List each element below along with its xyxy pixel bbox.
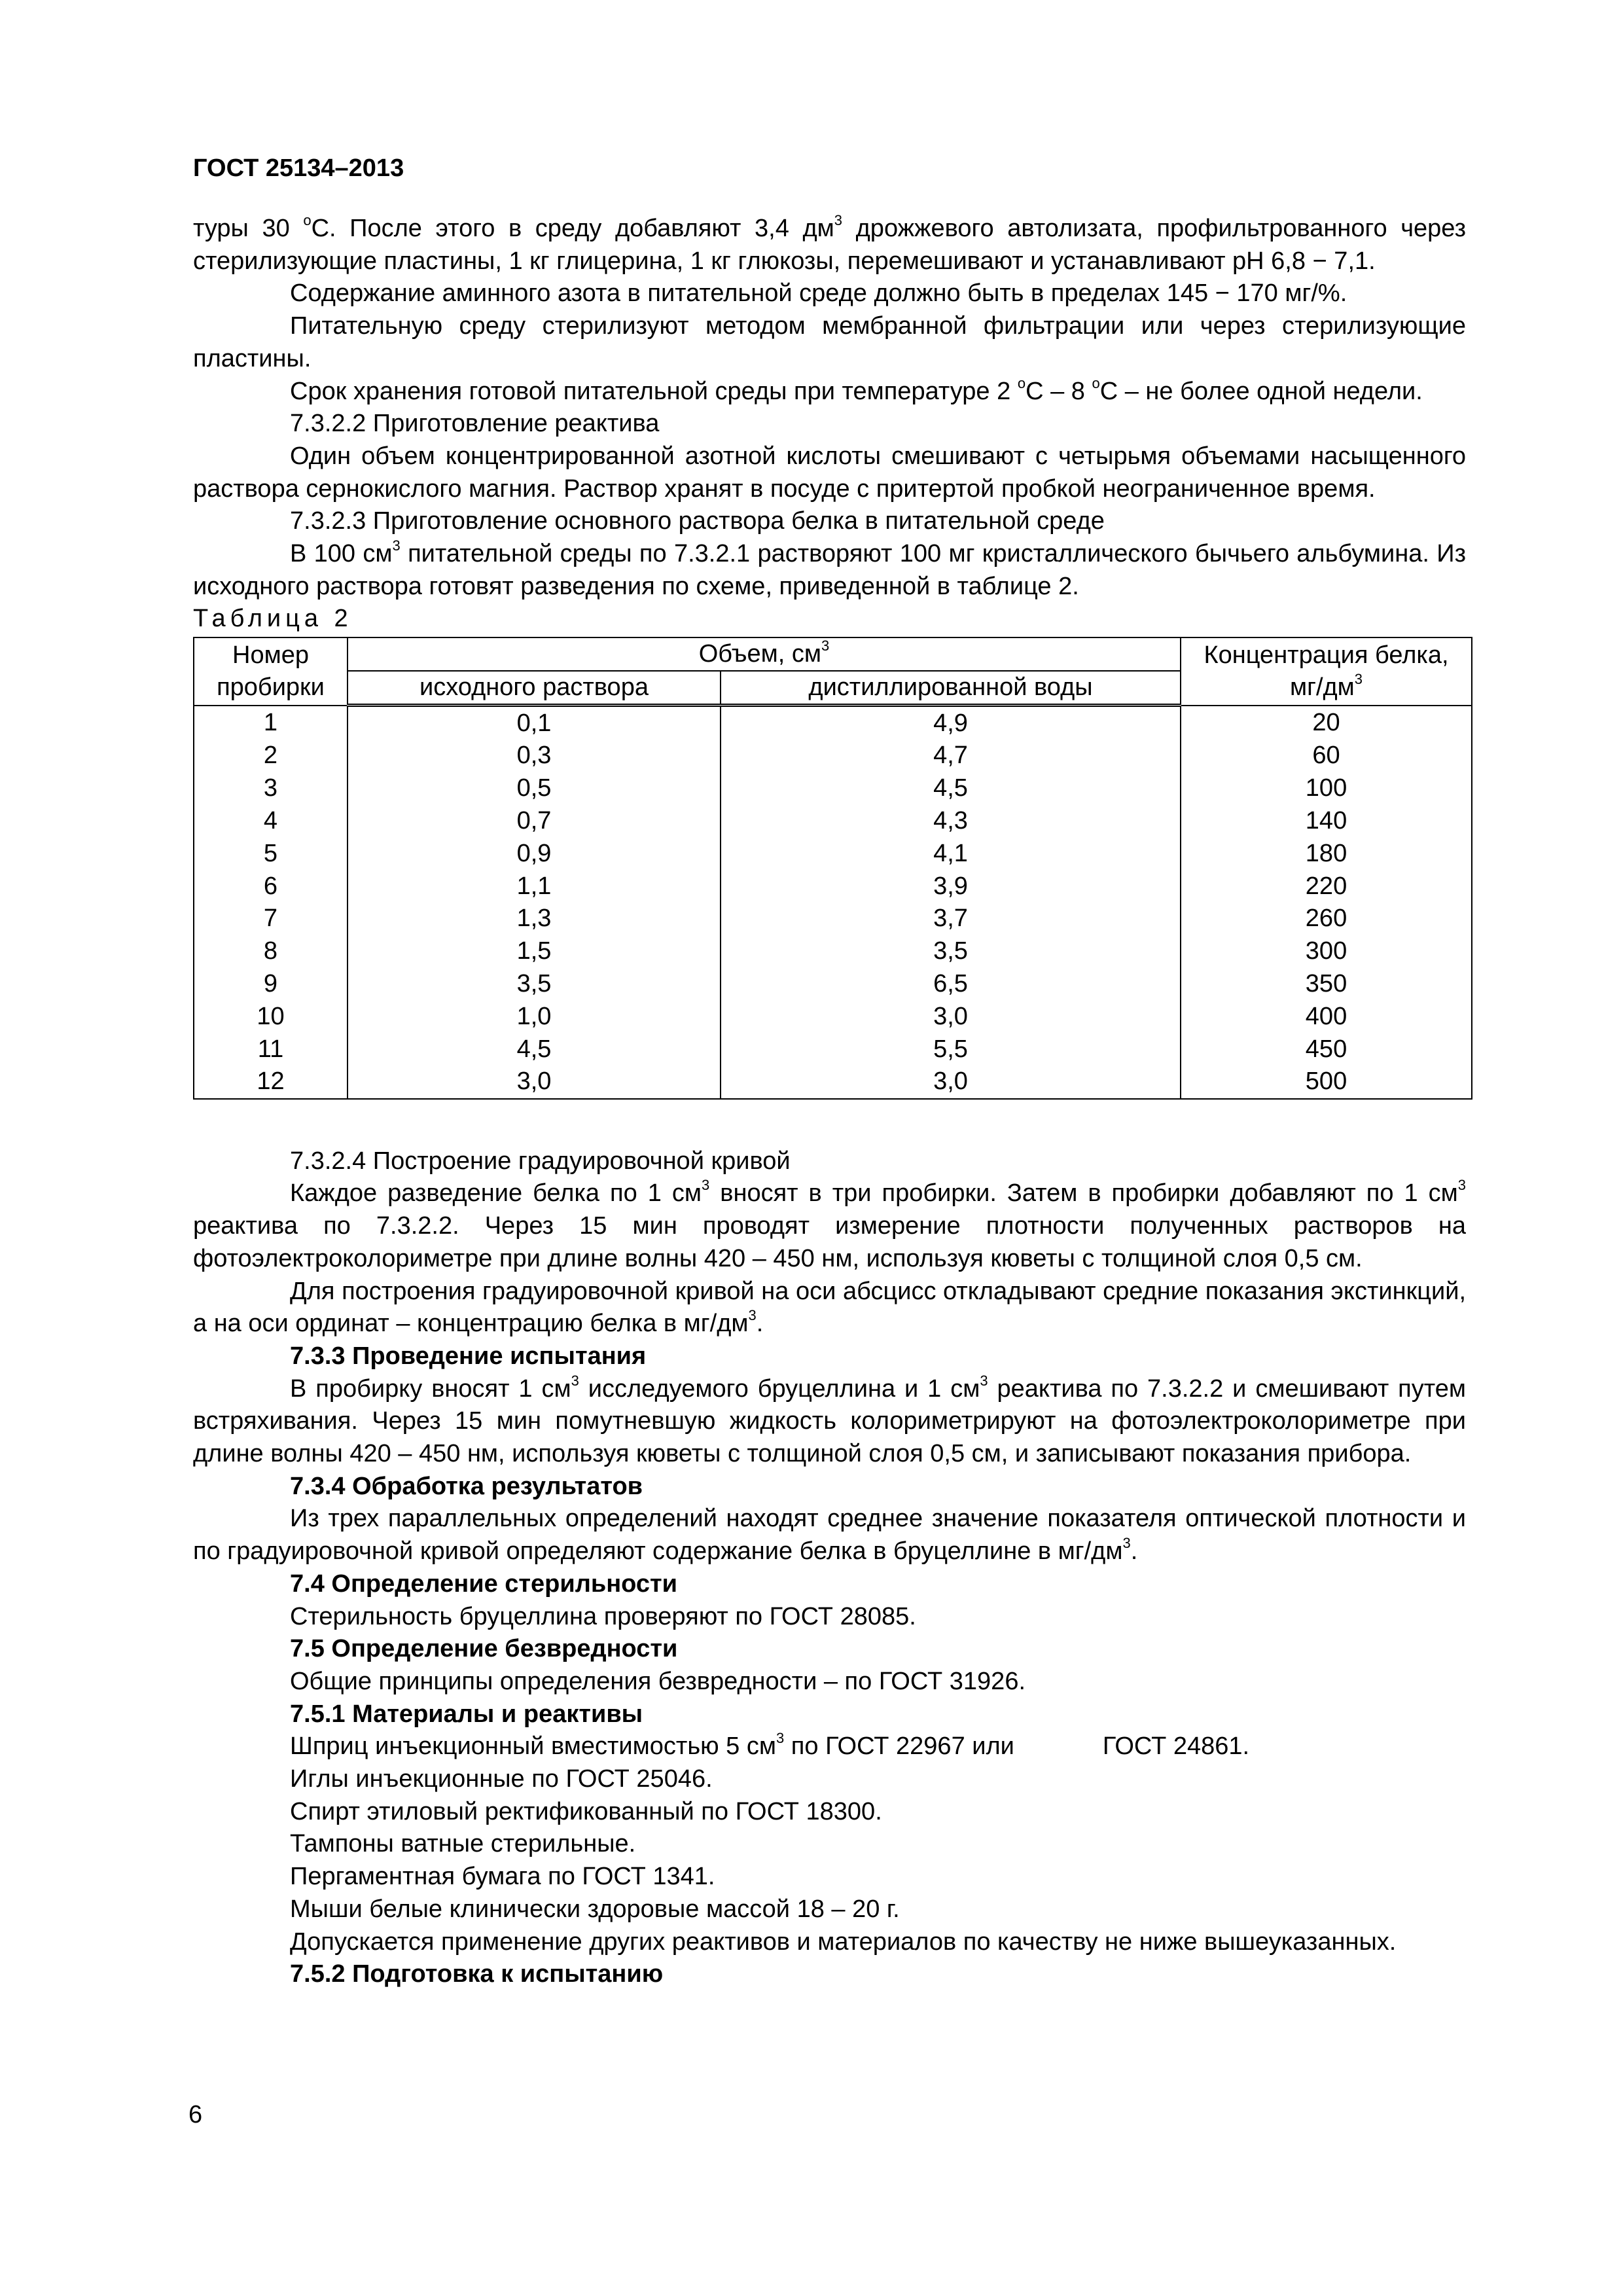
table-cell: 3,9	[721, 870, 1181, 903]
page-number: 6	[188, 2101, 203, 2128]
table-cell: 3,0	[721, 1066, 1181, 1099]
table-cell: 4	[194, 805, 348, 838]
table-cell: 0,7	[348, 805, 721, 838]
paragraph: Содержание аминного азота в питательной среде должно быть в пределах 145 − 170 мг/%.	[290, 279, 1347, 308]
header-concentration: Концентрация белка, $мг/дм^3$	[1181, 637, 1472, 706]
table-row	[194, 870, 1472, 903]
table-cell: 500	[1181, 1066, 1472, 1099]
paragraph: Каждое разведение белка по 1 $см^3$ вносят в три пробирки. Затем в пробирки добавляют по 1 $см^3$ реактива по 7.3.2.2. Через 15 мин проводят измерение плотности полученных растворов на фотоэлектроколориметре при длине волны 420 – 450 нм, используя кюветы с толщиной слоя 0,5 см.	[193, 1177, 1467, 1272]
table-cell: 5	[194, 837, 348, 870]
table-row	[194, 805, 1472, 838]
paragraph: Питательную среду стерилизуют методом мембранной фильтрации или через стерилизующие пластины.	[193, 312, 1466, 372]
table-cell: 0,1	[348, 706, 721, 740]
list-item: Шприц инъекционный вместимостью 5 $см^3$ по ГОСТ 22967 или ГОСТ 24861.	[290, 1730, 1250, 1761]
section-heading: 7.3.3 Проведение испытания	[290, 1342, 647, 1370]
paragraph: Из трех параллельных определений находят среднее значение показателя оптической плотности и по градуировочной кривой определяют содержание белка в бруцеллине в $мг/дм^3$.	[193, 1505, 1466, 1566]
header-source: исходного раствора	[348, 671, 721, 706]
table-cell: 4,5	[721, 772, 1181, 805]
table-row	[194, 772, 1472, 805]
table-cell: 6,5	[721, 968, 1181, 1001]
paragraph: Один объем концентрированной азотной кислоты смешивают с четырьмя объемами насыщенного раствора сернокислого магния. Раствор хранят в посуде с притертой пробкой неограниченное время.	[193, 442, 1466, 503]
table-cell: 1,0	[348, 1000, 721, 1033]
table-cell: 0,9	[348, 837, 721, 870]
table-cell: 12	[194, 1066, 348, 1099]
table-cell: 300	[1181, 935, 1472, 968]
table-cell: 4,3	[721, 805, 1181, 838]
table-caption: Таблица 2	[193, 605, 353, 633]
table-cell: 3,0	[348, 1066, 721, 1099]
table-cell: 3,7	[721, 903, 1181, 935]
table-cell: 350	[1181, 968, 1472, 1001]
section-heading: 7.4 Определение стерильности	[290, 1570, 677, 1598]
section-heading: 7.3.2.4 Построение градуировочной кривой	[290, 1147, 791, 1175]
table-cell: 4,9	[721, 706, 1181, 740]
header-water: дистиллированной воды	[721, 671, 1181, 706]
table-row	[194, 1066, 1472, 1099]
section-heading: 7.3.2.2 Приготовление реактива	[290, 410, 660, 438]
table-cell: 140	[1181, 805, 1472, 838]
table-cell: 6	[194, 870, 348, 903]
list-item: Иглы инъекционные по ГОСТ 25046.	[290, 1765, 713, 1793]
table-cell: 180	[1181, 837, 1472, 870]
table-cell: 60	[1181, 740, 1472, 772]
paragraph: В 100 $см^3$ питательной среды по 7.3.2.1 растворяют 100 мг кристаллического бычьего альбумина. Из исходного раствора готовят разведения по схеме, приведенной в таблице 2.	[193, 537, 1466, 600]
table-cell: 450	[1181, 1033, 1472, 1066]
table-cell: 4,5	[348, 1033, 721, 1066]
table-row	[194, 740, 1472, 772]
list-item: Спирт этиловый ректификованный по ГОСТ 18300.	[290, 1797, 882, 1825]
paragraph: Общие принципы определения безвредности – по ГОСТ 31926.	[290, 1667, 1026, 1695]
table-row	[194, 1000, 1472, 1033]
table-cell: 220	[1181, 870, 1472, 903]
table-cell: 1	[194, 706, 348, 740]
table-cell: 1,5	[348, 935, 721, 968]
section-heading: 7.5.1 Материалы и реактивы	[290, 1700, 643, 1728]
list-item: Мыши белые клинически здоровые массой 18 – 20 г.	[290, 1895, 900, 1923]
section-heading: 7.5 Определение безвредности	[290, 1635, 678, 1663]
table-cell: 2	[194, 740, 348, 772]
section-heading: 7.5.2 Подготовка к испытанию	[290, 1960, 664, 1988]
dilution-table	[193, 637, 1472, 1100]
table-cell: 11	[194, 1033, 348, 1066]
table-cell: 3,5	[721, 935, 1181, 968]
table-row	[194, 706, 1472, 740]
table-cell: 400	[1181, 1000, 1472, 1033]
table-cell: 100	[1181, 772, 1472, 805]
table-cell: 0,5	[348, 772, 721, 805]
document-header: ГОСТ 25134–2013	[193, 154, 404, 182]
table-cell: 10	[194, 1000, 348, 1033]
table-row	[194, 903, 1472, 935]
table-cell: 8	[194, 935, 348, 968]
paragraph: туры 30 $^о$С. После этого в среду добавляют 3,4 $дм^3$ дрожжевого автолизата, профильтрованного через стерилизующие пластины, 1 кг глицерина, 1 кг глюкозы, перемешивают и устанавливают рН 6,8 − 7,1.	[193, 212, 1466, 275]
header-tube: Номер пробирки	[194, 637, 348, 706]
paragraph: Для построения градуировочной кривой на оси абсцисс откладывают средние показания экстинкций, а на оси ординат – концентрацию белка в $мг/дм^3$.	[193, 1277, 1466, 1338]
list-item: Пергаментная бумага по ГОСТ 1341.	[290, 1863, 715, 1891]
table-cell: 9	[194, 968, 348, 1001]
table-cell: 1,3	[348, 903, 721, 935]
table-cell: 3	[194, 772, 348, 805]
table-cell: 260	[1181, 903, 1472, 935]
table-row	[194, 837, 1472, 870]
table-cell: 1,1	[348, 870, 721, 903]
table-row	[194, 935, 1472, 968]
paragraph: Стерильность бруцеллина проверяют по ГОСТ 28085.	[290, 1602, 916, 1630]
table-cell: 4,1	[721, 837, 1181, 870]
list-item: Тампоны ватные стерильные.	[290, 1830, 636, 1858]
table-cell: 20	[1181, 706, 1472, 740]
table-cell: 0,3	[348, 740, 721, 772]
section-heading: 7.3.2.3 Приготовление основного раствора белка в питательной среде	[290, 507, 1105, 535]
paragraph: Срок хранения готовой питательной среды при температуре 2 $^о$С – 8 $^о$С – не более одной недели.	[290, 374, 1423, 405]
table-cell: 3,5	[348, 968, 721, 1001]
table-cell: 7	[194, 903, 348, 935]
table-cell: 5,5	[721, 1033, 1181, 1066]
document-body	[193, 213, 1466, 1991]
header-volume: Объем, $см^3$	[348, 637, 1181, 671]
table-row	[194, 968, 1472, 1001]
paragraph: В пробирку вносят 1 $см^3$ исследуемого бруцеллина и 1 $см^3$ реактива по 7.3.2.2 и смешивают путем встряхивания. Через 15 мин помутневшую жидкость колориметрируют на фотоэлектроколориметре при длине волны 420 – 450 нм, используя кюветы с толщиной слоя 0,5 см, и записывают показания прибора.	[193, 1372, 1466, 1468]
section-heading: 7.3.4 Обработка результатов	[290, 1472, 643, 1500]
list-item: Допускается применение других реактивов и материалов по качеству не ниже вышеуказанных.	[290, 1928, 1397, 1956]
table-cell: 3,0	[721, 1000, 1181, 1033]
table-cell: 4,7	[721, 740, 1181, 772]
table-row	[194, 1033, 1472, 1066]
